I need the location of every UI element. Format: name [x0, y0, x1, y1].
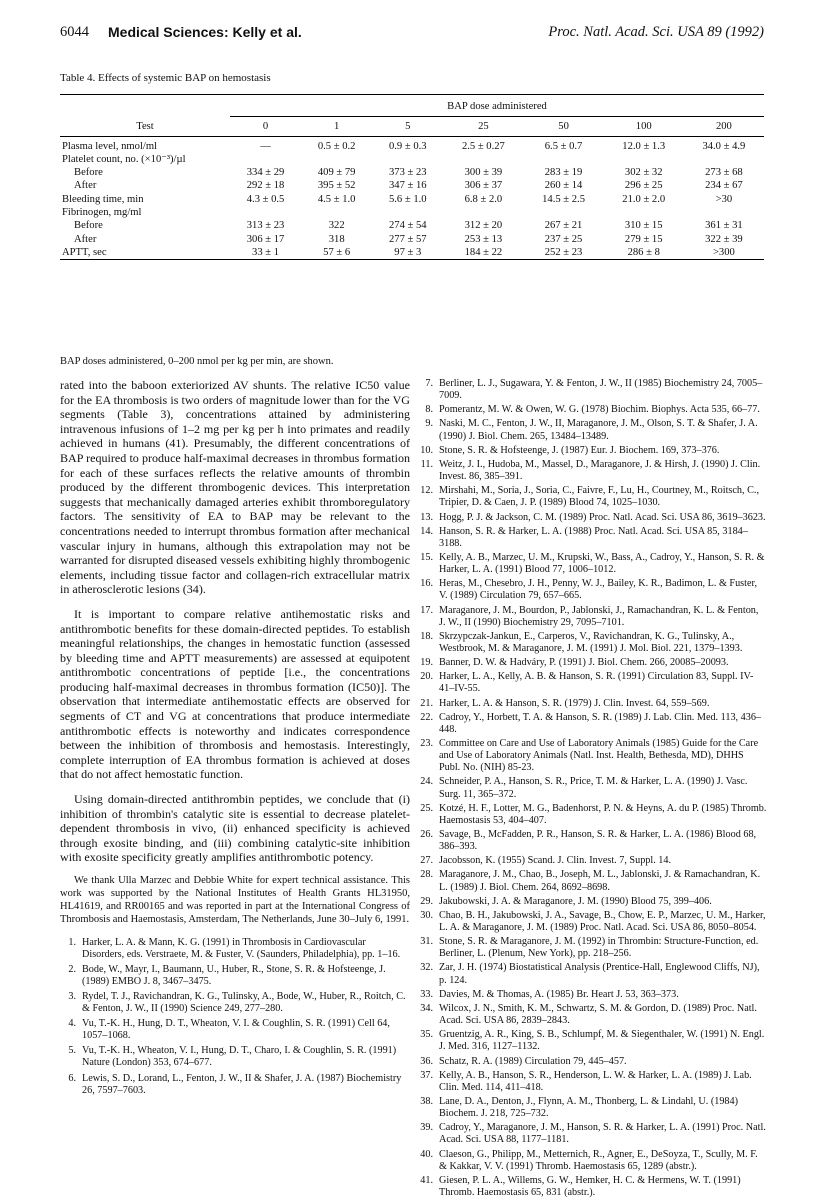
table-cell: 4.3 ± 0.5 — [246, 193, 285, 205]
row-label: Plasma level, nmol/ml — [62, 140, 158, 152]
reference-number: 10. — [420, 444, 433, 456]
reference-item — [417, 657, 767, 669]
table-cell: 361 ± 31 — [705, 220, 743, 232]
reference-number: 6. — [68, 1072, 76, 1084]
row-label: APTT, sec — [60, 246, 230, 260]
table-row — [60, 166, 764, 179]
table-cell: 267 ± 21 — [544, 220, 583, 232]
reference-number: 41. — [420, 1174, 433, 1186]
reference-number: 5. — [68, 1045, 76, 1057]
reference-item — [417, 989, 767, 1001]
column-group-header: BAP dose administered — [230, 95, 764, 117]
reference-text: Chao, B. H., Jakubowski, J. A., Savage, B., Chow, E. P., Marzec, U. M., Harker, L. A. & Maraganore, J. M. (1989) Proc. Natl. Acad. Sci. USA 86, 8050–8054. — [439, 909, 766, 933]
reference-item — [417, 1175, 767, 1199]
reference-text: Kelly, A. B., Hanson, S. R., Henderson, L. W. & Harker, L. A. (1989) J. Lab. Clin. Med. 114, 411–418. — [439, 1069, 752, 1093]
reference-text: Hanson, S. R. & Harker, L. A. (1988) Proc. Natl. Acad. Sci. USA 85, 3184–3188. — [439, 525, 748, 549]
reference-text: Maraganore, J. M., Chao, B., Joseph, M. L., Jablonski, J. & Ramachandran, K. L. (1989) J. Biol. Chem. 264, 8692–8698. — [439, 869, 761, 893]
reference-number: 11. — [420, 458, 433, 470]
reference-item — [417, 869, 767, 893]
reference-number: 14. — [420, 525, 433, 537]
table-cell — [523, 153, 603, 166]
reference-number: 36. — [420, 1055, 433, 1067]
table-row — [60, 153, 764, 166]
reference-number: 33. — [420, 988, 433, 1000]
reference-number: 17. — [420, 604, 433, 616]
reference-item — [417, 605, 767, 629]
table-cell: 14.5 ± 2.5 — [542, 193, 586, 205]
acknowledgments: We thank Ulla Marzec and Debbie White for expert technical assistance. This work was supported by the National Institutes of Health Grants HL31950, HL41619, and RR00165 and was reported in part at the International Congress of Thrombosis and Haemostasis, Amsterdam, The Netherlands, June 30–July 6, 1991. — [60, 875, 410, 925]
table-cell: 286 ± 8 — [604, 246, 684, 260]
reference-text: Rydel, T. J., Ravichandran, K. G., Tulinsky, A., Bode, W., Huber, R., Roitch, C. & Fenton, J. W., II (1990) Science 249, 277–280. — [82, 991, 406, 1015]
table-cell: 260 ± 14 — [544, 180, 583, 192]
reference-item — [417, 1096, 767, 1120]
table-cell: — — [260, 140, 271, 152]
table-cell: 277 ± 57 — [388, 233, 427, 245]
reference-item — [60, 1073, 410, 1097]
left-column — [60, 378, 410, 1100]
table-cell: 322 ± 39 — [705, 233, 743, 245]
reference-item — [417, 1122, 767, 1146]
table-cell: 237 ± 25 — [544, 233, 583, 245]
body-paragraph-2: It is important to compare relative antihemostatic risks and antithrombotic benefits for these domain-directed peptides. To establish meaningful relationships, the changes in hemostatic function (assessed by bleeding time and APTT measurements) are assessed at equipotent antithrombotic concentrations of peptide [i.e., the concentrations producing half-maximal decreases in thrombus formation (IC50)]. The observation that intermediate antihemostatic effects are observed for segments of CT and VG at concentrations that produce intermediate antithrombotic effects is noteworthy and indicates correspondence between the inhibition of thrombosis and hemostasis. Interestingly, complete interruption of EA thrombus formation is achieved at doses that do not affect hemostatic function. — [60, 606, 410, 782]
table-cell: 318 — [328, 233, 345, 245]
reference-text: Jacobsson, K. (1955) Scand. J. Clin. Invest. 7, Suppl. 14. — [439, 855, 672, 867]
reference-item — [417, 738, 767, 774]
reference-item — [417, 776, 767, 800]
table-row — [60, 193, 764, 206]
reference-text: Berliner, L. J., Sugawara, Y. & Fenton, J. W., II (1985) Biochemistry 24, 7005–7009. — [439, 378, 763, 402]
table-cell — [301, 206, 372, 219]
reference-item — [417, 1003, 767, 1027]
reference-number: 22. — [420, 711, 433, 723]
reference-number: 21. — [420, 697, 433, 709]
table-cell — [604, 206, 684, 219]
right-column — [417, 378, 767, 1201]
table-cell: 312 ± 20 — [464, 220, 503, 232]
table-cell: 306 ± 17 — [246, 233, 285, 245]
reference-text: Mirshahi, M., Soria, J., Soria, C., Faivre, F., Lu, H., Courtney, M., Roitsch, C., Tripier, D. & Caen, J. P. (1989) Blood 74, 1025–1030. — [439, 485, 759, 509]
reference-item — [417, 1149, 767, 1173]
column-header-test: Test — [60, 95, 230, 137]
reference-text: Lewis, S. D., Lorand, L., Fenton, J. W., II & Shafer, J. A. (1987) Biochemistry 26, 7597–7603. — [82, 1072, 402, 1096]
reference-text: Bode, W., Mayr, I., Baumann, U., Huber, R., Stone, S. R. & Hofsteenge, J. (1989) EMBO J. 8, 3467–3475. — [82, 963, 386, 987]
reference-text: Giesen, P. L. A., Willems, G. W., Hemker, H. C. & Hermens, W. T. (1991) Thromb. Haemostasis 65, 831 (abstr.). — [439, 1174, 741, 1198]
reference-text: Wilcox, J. N., Smith, K. M., Schwartz, S. M. & Gordon, D. (1989) Proc. Natl. Acad. Sci. USA 86, 2839–2843. — [439, 1002, 757, 1027]
reference-number: 40. — [420, 1148, 433, 1160]
reference-item — [417, 378, 767, 402]
reference-text: Zar, J. H. (1974) Biostatistical Analysis (Prentice-Hall, Englewood Cliffs, NJ), p. 124. — [439, 962, 760, 986]
reference-text: Claeson, G., Philipp, M., Metternich, R., Agner, E., DeSoyza, T., Scully, M. F. & Kakkar, V. V. (1991) Thromb. Haemostasis 65, 1289 (abstr.). — [439, 1148, 758, 1172]
body-paragraph-1: rated into the baboon exteriorized AV shunts. The relative IC50 value for the EA thrombosis is two orders of magnitude lower than for the VG segments (Table 3), concentrations attained by administering intravenous infusions of 1–2 mg per kg per h into primates and readily achieved in humans (41). Presumably, the different concentrations of BAP required to produce half-maximal decreases in thrombus formation for each of these surfaces reflects the relative amounts of thrombin produced by the different thrombogenic devices. This interpretation suggests that mechanically damaged arteries exhibit thromboregulatory factors. The sensitivity of EA to BAP may be relevant to the concentrations needed to interrupt thrombus formation after mechanical vascular injury in humans, although this extrapolation may not be warranted for disrupted diseased vessels exhibiting highly thrombogenic elements, including tissue factor and collagen-rich extracellular matrix in atherosclerotic lesions (34). — [60, 378, 410, 597]
row-label: Bleeding time, min — [62, 193, 144, 205]
reference-text: Naski, M. C., Fenton, J. W., II, Maraganore, J. M., Olson, S. T. & Shafer, J. A. (1990) J. Biol. Chem. 265, 13484–13489. — [439, 418, 758, 442]
reference-number: 31. — [420, 936, 433, 948]
reference-number: 30. — [420, 909, 433, 921]
table-header-row-1 — [60, 95, 764, 117]
reference-number: 25. — [420, 802, 433, 814]
reference-text: Harker, L. A. & Mann, K. G. (1991) in Thrombosis in Cardiovascular Disorders, eds. Verstraete, M. & Fuster, V. (Saunders, Philadelphia), pp. 1–16. — [82, 936, 401, 960]
table-cell: 34.0 ± 4.9 — [702, 140, 746, 152]
reference-number: 29. — [420, 895, 433, 907]
table-body — [60, 136, 764, 260]
journal-citation: Proc. Natl. Acad. Sci. USA 89 (1992) — [548, 24, 764, 40]
table-cell: 234 ± 67 — [705, 180, 743, 192]
reference-item — [417, 485, 767, 509]
table-cell — [523, 206, 603, 219]
table-cell: 274 ± 54 — [388, 220, 427, 232]
table-row — [60, 179, 764, 192]
table-cell — [443, 153, 523, 166]
reference-item — [417, 962, 767, 986]
reference-number: 16. — [420, 578, 433, 590]
dose-header-cell: 100 — [604, 117, 684, 136]
reference-number: 37. — [420, 1069, 433, 1081]
reference-number: 13. — [420, 511, 433, 523]
reference-text: Harker, L. A. & Hanson, S. R. (1979) J. Clin. Invest. 64, 559–569. — [439, 697, 710, 709]
reference-text: Savage, B., McFadden, P. R., Hanson, S. R. & Harker, L. A. (1986) Blood 68, 386–393. — [439, 828, 757, 853]
reference-text: Stone, S. R. & Hofsteenge, J. (1987) Eur. J. Biochem. 169, 373–376. — [439, 444, 720, 456]
table-cell — [372, 206, 443, 219]
table-cell — [230, 153, 301, 166]
reference-text: Schneider, P. A., Hanson, S. R., Price, T. M. & Harker, L. A. (1990) J. Vasc. Surg. 11, 365–372. — [439, 776, 748, 800]
reference-item — [417, 896, 767, 908]
table-cell: 306 ± 37 — [464, 180, 503, 192]
reference-number: 4. — [68, 1018, 76, 1030]
reference-item — [417, 1029, 767, 1053]
body-paragraph-3: Using domain-directed antithrombin peptides, we conclude that (i) inhibition of thrombin's catalytic site is essential to decrease platelet-dependent thrombosis in vivo, (ii) enhanced specificity is achieved through exosite binding, and (iii) combining catalytic-site inhibition with exosite specificity greatly amplifies antithrombotic potency. — [60, 792, 410, 865]
reference-text: Kelly, A. B., Marzec, U. M., Krupski, W., Bass, A., Cadroy, Y., Hanson, S. R. & Harker, L. A. (1991) Blood 77, 1006–1012. — [439, 551, 765, 576]
reference-item — [417, 829, 767, 853]
reference-item — [417, 512, 767, 524]
reference-number: 26. — [420, 828, 433, 840]
row-label: After — [74, 233, 97, 245]
reference-item — [417, 526, 767, 550]
table-cell: 4.5 ± 1.0 — [317, 193, 356, 205]
row-label: Fibrinogen, mg/ml — [62, 207, 142, 219]
table-cell: 347 ± 16 — [388, 180, 427, 192]
dose-header-cell: 25 — [443, 117, 523, 136]
reference-text: Vu, T.-K. H., Wheaton, V. I., Hung, D. T., Charo, I. & Coughlin, S. R. (1991) Nature (London) 353, 674–677. — [82, 1045, 397, 1069]
reference-item — [417, 578, 767, 602]
reference-number: 3. — [68, 991, 76, 1002]
reference-text: Harker, L. A., Kelly, A. B. & Hanson, S. R. (1991) Circulation 83, Suppl. IV-41–IV-55. — [439, 671, 754, 695]
table-cell: 296 ± 25 — [624, 180, 663, 192]
reference-item — [60, 1018, 410, 1042]
reference-number: 34. — [420, 1002, 433, 1014]
table-cell: 0.9 ± 0.3 — [388, 140, 427, 152]
reference-number: 32. — [420, 962, 433, 974]
dose-header-cell: 5 — [372, 117, 443, 136]
reference-item — [417, 936, 767, 960]
table-cell: >30 — [715, 193, 733, 205]
row-label: Before — [74, 167, 103, 179]
table-cell: 322 — [328, 220, 345, 232]
dose-header-cell: 50 — [523, 117, 603, 136]
table-cell — [443, 206, 523, 219]
table-cell: 33 ± 1 — [230, 246, 301, 260]
reference-number: 38. — [420, 1095, 433, 1107]
table-cell: 279 ± 15 — [624, 233, 663, 245]
table-cell — [301, 153, 372, 166]
table-cell: 21.0 ± 2.0 — [622, 193, 666, 205]
dose-header-cell: 0 — [230, 117, 301, 136]
table-cell: 2.5 ± 0.27 — [461, 140, 505, 152]
reference-number: 18. — [420, 630, 433, 642]
reference-text: Cadroy, Y., Horbett, T. A. & Hanson, S. R. (1989) J. Lab. Clin. Med. 113, 436–448. — [439, 711, 762, 735]
reference-number: 2. — [68, 963, 76, 975]
table-cell: 5.6 ± 1.0 — [388, 193, 427, 205]
row-label: After — [74, 180, 97, 192]
section-title: Medical Sciences: Kelly et al. — [108, 24, 302, 40]
reference-item — [60, 937, 410, 961]
reference-number: 1. — [68, 936, 76, 948]
table-row — [60, 233, 764, 246]
table-cell: 283 ± 19 — [544, 167, 583, 179]
reference-item — [417, 698, 767, 710]
table-cell: 6.8 ± 2.0 — [464, 193, 503, 205]
reference-text: Heras, M., Chesebro, J. H., Penny, W. J., Bailey, K. R., Badimon, L. & Fuster, V. (1989) Circulation 79, 657–665. — [439, 578, 758, 602]
reference-item — [417, 459, 767, 483]
reference-list-right — [417, 378, 767, 1199]
reference-text: Kotzé, H. F., Lotter, M. G., Badenhorst, P. N. & Heyns, A. du P. (1985) Thromb. Haemostasis 53, 404–407. — [439, 802, 767, 826]
page-header — [60, 24, 764, 46]
reference-item — [417, 855, 767, 867]
table-cell — [684, 153, 764, 166]
reference-text: Davies, M. & Thomas, A. (1985) Br. Heart J. 53, 363–373. — [439, 988, 679, 1000]
table-cell — [372, 153, 443, 166]
reference-item — [60, 1045, 410, 1069]
table-cell: 12.0 ± 1.3 — [622, 140, 666, 152]
reference-number: 9. — [425, 418, 433, 430]
table-cell: 0.5 ± 0.2 — [317, 140, 356, 152]
reference-number: 24. — [420, 776, 433, 788]
reference-item — [417, 803, 767, 827]
table-cell: 334 ± 29 — [246, 167, 285, 179]
page-number: 6044 — [60, 24, 89, 40]
reference-text: Maraganore, J. M., Bourdon, P., Jablonski, J., Ramachandran, K. L. & Fenton, J. W., II (1990) Biochemistry 29, 7095–7101. — [439, 604, 759, 628]
reference-item — [417, 671, 767, 695]
reference-item — [417, 712, 767, 736]
reference-number: 12. — [420, 485, 433, 497]
table-cell: 409 ± 79 — [317, 167, 356, 179]
reference-text: Lane, D. A., Denton, J., Flynn, A. M., Thonberg, L. & Lindahl, U. (1984) Biochem. J. 218, 725–732. — [439, 1095, 738, 1120]
reference-text: Weitz, J. I., Hudoba, M., Massel, D., Maraganore, J. & Hirsh, J. (1990) J. Clin. Invest. 86, 385–391. — [439, 458, 761, 483]
table-cell — [684, 206, 764, 219]
table-cell: 302 ± 32 — [624, 167, 663, 179]
reference-text: Cadroy, Y., Maraganore, J. M., Hanson, S. R. & Harker, L. A. (1991) Proc. Natl. Acad. Sci. USA 88, 1177–1181. — [439, 1122, 766, 1146]
row-label: Before — [74, 220, 103, 232]
table-cell: 373 ± 23 — [388, 167, 427, 179]
table-cell: 6.5 ± 0.7 — [544, 140, 583, 152]
reference-item — [417, 910, 767, 934]
reference-number: 35. — [420, 1029, 433, 1041]
table-row — [60, 206, 764, 219]
dose-header-cell: 1 — [301, 117, 372, 136]
reference-text: Gruentzig, A. R., King, S. B., Schlumpf, M. & Siegenthaler, W. (1991) N. Engl. J. Med. 316, 1127–1132. — [439, 1029, 765, 1053]
reference-item — [417, 552, 767, 576]
reference-item — [417, 418, 767, 442]
table-cell: >300 — [684, 246, 764, 260]
reference-item — [417, 1056, 767, 1068]
reference-number: 27. — [420, 855, 433, 867]
reference-text: Vu, T.-K. H., Hung, D. T., Wheaton, V. I. & Coughlin, S. R. (1991) Cell 64, 1057–1068. — [82, 1018, 390, 1042]
table-cell — [230, 206, 301, 219]
table-cell: 273 ± 68 — [705, 167, 743, 179]
table-row — [60, 246, 764, 260]
reference-text: Jakubowski, J. A. & Maraganore, J. M. (1990) Blood 75, 399–406. — [439, 895, 712, 907]
table-cell: 292 ± 18 — [246, 180, 285, 192]
hemostasis-table — [60, 94, 764, 260]
reference-number: 7. — [425, 378, 433, 389]
table-footnote: BAP doses administered, 0–200 nmol per kg per min, are shown. — [60, 356, 334, 367]
reference-number: 8. — [425, 404, 433, 416]
reference-item — [417, 631, 767, 655]
reference-item — [417, 404, 767, 416]
reference-number: 19. — [420, 657, 433, 669]
reference-text: Banner, D. W. & Hadváry, P. (1991) J. Biol. Chem. 266, 20085–20093. — [439, 657, 729, 669]
table-cell: 57 ± 6 — [301, 246, 372, 260]
table-cell: 97 ± 3 — [372, 246, 443, 260]
table-cell — [604, 153, 684, 166]
reference-item — [60, 991, 410, 1015]
reference-number: 39. — [420, 1122, 433, 1134]
reference-text: Committee on Care and Use of Laboratory Animals (1985) Guide for the Care and Use of Laboratory Animals (Natl. Inst. Health, Bethesda, MD), DHHS Publ. No. (NIH) 85-23. — [439, 738, 759, 774]
dose-header-cell: 200 — [684, 117, 764, 136]
table-cell: 300 ± 39 — [464, 167, 503, 179]
reference-text: Schatz, R. A. (1989) Circulation 79, 445–457. — [439, 1055, 627, 1067]
table-cell: 313 ± 23 — [246, 220, 285, 232]
row-label: Platelet count, no. (×10⁻³)/µl — [62, 153, 186, 165]
reference-text: Skrzypczak-Jankun, E., Carperos, V., Ravichandran, K. G., Tulinsky, A., Westbrook, M. & Maraganore, J. M. (1991) J. Mol. Biol. 221, 1379–1393. — [439, 630, 743, 654]
reference-number: 23. — [420, 738, 433, 750]
table-cell: 395 ± 52 — [317, 180, 356, 192]
reference-text: Stone, S. R. & Maraganore, J. M. (1992) in Thrombin: Structure-Function, ed. Berliner, L. (Plenum, New York), pp. 218–256. — [439, 936, 759, 960]
reference-text: Pomerantz, M. W. & Owen, W. G. (1978) Biochim. Biophys. Acta 535, 66–77. — [439, 404, 760, 416]
reference-item — [417, 445, 767, 457]
reference-list-left — [60, 937, 410, 1097]
reference-text: Hogg, P. J. & Jackson, C. M. (1989) Proc. Natl. Acad. Sci. USA 86, 3619–3623. — [439, 511, 766, 523]
table-row — [60, 219, 764, 232]
reference-number: 20. — [420, 671, 433, 683]
table-caption: Table 4. Effects of systemic BAP on hemostasis — [60, 72, 271, 84]
reference-number: 28. — [420, 869, 433, 881]
reference-item — [60, 964, 410, 988]
table-cell: 252 ± 23 — [523, 246, 603, 260]
table-cell: 253 ± 13 — [464, 233, 503, 245]
reference-number: 15. — [420, 551, 433, 563]
table-cell: 310 ± 15 — [624, 220, 663, 232]
table-row — [60, 136, 764, 153]
table-cell: 184 ± 22 — [443, 246, 523, 260]
